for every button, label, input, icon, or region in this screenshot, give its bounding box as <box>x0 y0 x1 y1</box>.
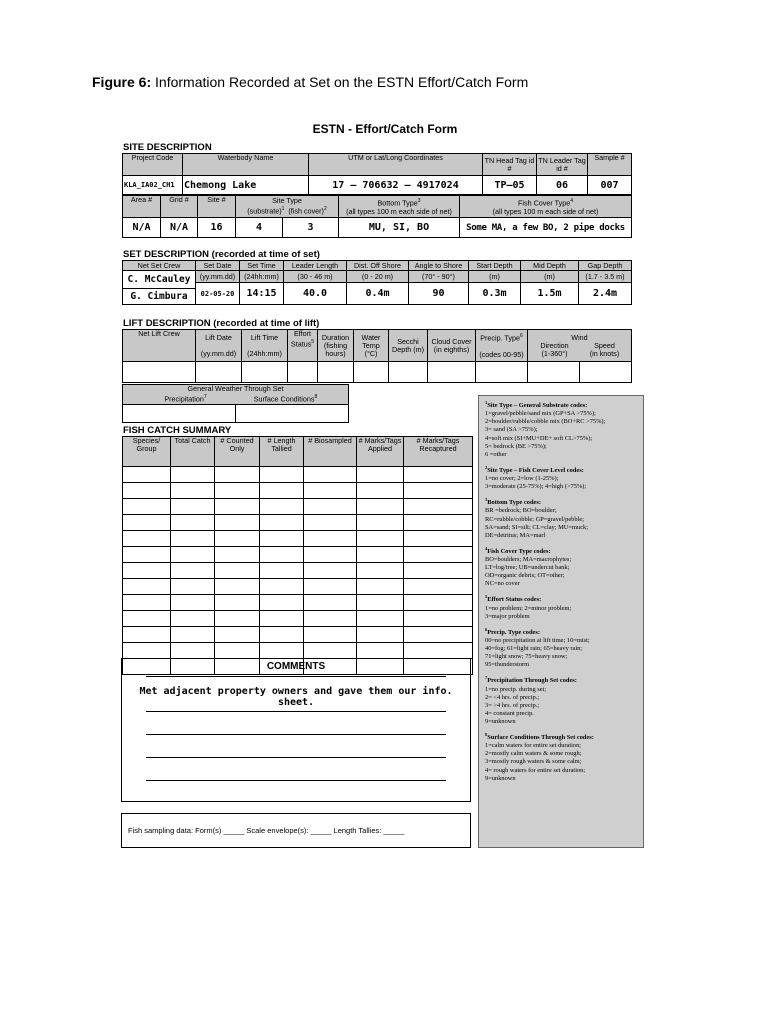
legend-note-number: 8 <box>485 732 488 738</box>
total-cell[interactable] <box>171 643 215 659</box>
species-cell[interactable] <box>123 563 171 579</box>
legend-note-number: 4 <box>485 545 488 551</box>
secchi-depth-cell[interactable] <box>389 362 428 383</box>
hdr-project-code: Project Code <box>123 154 183 176</box>
counted-cell[interactable] <box>215 611 260 627</box>
legend-note-number: 1 <box>485 400 488 405</box>
counted-cell[interactable] <box>215 499 260 515</box>
recaptured-cell[interactable] <box>404 467 473 483</box>
weather-title: General Weather Through Set <box>187 384 284 394</box>
biosampled-cell[interactable] <box>304 531 357 547</box>
weather-precip-label: Precipitation <box>164 394 204 404</box>
net-lift-crew-cell[interactable] <box>123 362 196 383</box>
comment-line-5 <box>146 780 446 781</box>
legend-title-text: Surface Conditions Through Set codes: <box>487 734 594 742</box>
grid-num-value[interactable]: N/A <box>161 218 198 238</box>
hdr-leader-length: Leader Length <box>284 261 347 271</box>
fish-cover-type-value[interactable]: Some MA, a few BO, 2 pipe docks <box>460 218 632 238</box>
wind-direction-unit: (1-360°) <box>541 348 568 358</box>
fish-cover-type-note: (all types 100 m each side of net) <box>492 206 599 216</box>
site-type-label: Site Type <box>272 196 302 206</box>
legend-line: 2= <4 hrs. of precip.; <box>485 693 540 701</box>
precip-type-label: Precip. Type <box>480 333 521 343</box>
wind-label: Wind <box>571 332 588 342</box>
applied-cell[interactable] <box>357 531 404 547</box>
wind-speed-label: Speed <box>594 340 615 350</box>
site-table-2 <box>122 195 632 238</box>
total-cell[interactable] <box>171 515 215 531</box>
biosampled-cell[interactable] <box>304 611 357 627</box>
biosampled-cell[interactable] <box>304 579 357 595</box>
total-cell[interactable] <box>171 467 215 483</box>
project-code-value[interactable]: KLA_IA02_CH1 <box>123 176 183 195</box>
legend-title-text: Site Type – General Substrate codes: <box>487 402 588 410</box>
biosampled-cell[interactable] <box>304 643 357 659</box>
lift-time-cell[interactable] <box>242 362 288 383</box>
angle-to-shore-value[interactable]: 90 <box>409 283 469 305</box>
site-type-fish-cover: (fish cover) <box>288 206 324 216</box>
hdr-water-temp: Water Temp (°C) <box>354 330 389 362</box>
hdr-fish-cover-type: Fish Cover Type$^4$ (all types 100 m each side of net) <box>460 196 632 218</box>
legend-line: 1=calm waters for entire set duration; <box>485 742 582 750</box>
net-set-crew-2[interactable]: G. Cimbura <box>123 289 196 305</box>
hdr-cloud-cover: Cloud Cover (in eighths) <box>428 330 476 362</box>
unit-set-time: (24hh:mm) <box>240 271 284 283</box>
hdr-effort-status: Effort Status$^5$ <box>288 330 318 362</box>
comment-line-4 <box>146 757 446 758</box>
species-cell[interactable] <box>123 483 171 499</box>
hdr-wind <box>528 330 632 362</box>
legend-line: 4= rough waters for entire set duration; <box>485 766 586 774</box>
comment-line-2 <box>146 711 446 712</box>
figure-label: Figure 6: <box>92 74 152 90</box>
table-row <box>123 499 473 515</box>
species-cell[interactable] <box>123 547 171 563</box>
table-row <box>123 643 473 659</box>
hdr-bottom-type: Bottom Type$^3$ (all types 100 m each side of net) <box>339 196 460 218</box>
lift-date-label: Lift Date <box>205 332 232 342</box>
comments-text[interactable]: Met adjacent property owners and gave them our info. sheet. <box>139 686 453 708</box>
water-temp-cell[interactable] <box>354 362 389 383</box>
length-cell[interactable] <box>260 467 304 483</box>
site-section-title: SITE DESCRIPTION <box>123 142 212 153</box>
applied-cell[interactable] <box>357 483 404 499</box>
legend-line: 1=no cover; 2=low (1-25%); <box>485 475 559 482</box>
legend-title-text: Bottom Type codes: <box>487 499 541 507</box>
legend-line: NC=no cover <box>485 580 520 588</box>
legend-title <box>485 545 639 556</box>
hdr-site-num: Site # <box>198 196 236 218</box>
duration-cell[interactable] <box>318 362 354 383</box>
applied-cell[interactable] <box>357 515 404 531</box>
legend-precip-type <box>485 626 639 670</box>
legend-note-number: 5 <box>485 594 488 600</box>
counted-cell[interactable] <box>215 579 260 595</box>
applied-cell[interactable] <box>357 595 404 611</box>
site-num-value[interactable]: 16 <box>198 218 236 238</box>
legend-line: 4=soft mix (SI+MU+DE+ soft CL>75%); <box>485 434 593 442</box>
hdr-total-catch: Total Catch <box>171 437 215 467</box>
hdr-net-set-crew: Net Set Crew <box>123 261 196 271</box>
counted-cell[interactable] <box>215 643 260 659</box>
legend-line: 3=major problem <box>485 612 530 620</box>
total-cell[interactable] <box>171 579 215 595</box>
counted-cell[interactable] <box>215 515 260 531</box>
precip-type-cell[interactable] <box>476 362 528 383</box>
length-cell[interactable] <box>260 499 304 515</box>
lift-date-unit: (yy.mm.dd) <box>200 348 237 358</box>
gap-depth-value[interactable]: 2.4m <box>579 283 632 305</box>
set-date-value[interactable]: 02-05-20 <box>196 283 240 305</box>
applied-cell[interactable] <box>357 467 404 483</box>
legend-line: 6 =other <box>485 450 507 458</box>
hdr-lift-date <box>196 330 242 362</box>
coordinates-value[interactable]: 17 – 706632 – 4917024 <box>309 176 483 195</box>
legend-note-number: 7 <box>485 675 488 681</box>
legend-title <box>485 731 639 742</box>
hdr-mid-depth: Mid Depth <box>521 261 579 271</box>
figure-caption <box>92 74 528 90</box>
total-cell[interactable] <box>171 483 215 499</box>
applied-cell[interactable] <box>357 611 404 627</box>
codes-legend <box>478 395 644 848</box>
legend-note-number: 2 <box>485 464 488 470</box>
hdr-set-time: Set Time <box>240 261 284 271</box>
length-cell[interactable] <box>260 627 304 643</box>
table-row <box>123 579 473 595</box>
lift-section-title: LIFT DESCRIPTION (recorded at time of lift) <box>123 318 320 329</box>
lift-time-unit: (24hh:mm) <box>247 348 282 358</box>
length-cell[interactable] <box>260 547 304 563</box>
legend-line: 5= bedrock (BE >75%); <box>485 442 547 450</box>
length-cell[interactable] <box>260 611 304 627</box>
wind-direction-cell[interactable] <box>528 362 580 383</box>
tn-leader-value[interactable]: 06 <box>537 176 588 195</box>
legend-line: 3=mostly rough waters & some calm; <box>485 758 582 766</box>
total-cell[interactable] <box>171 499 215 515</box>
counted-cell[interactable] <box>215 627 260 643</box>
table-row <box>123 563 473 579</box>
legend-line: 3= sand (SA >75%); <box>485 426 538 434</box>
comments-box <box>121 658 471 802</box>
table-row <box>123 595 473 611</box>
biosampled-cell[interactable] <box>304 563 357 579</box>
applied-cell[interactable] <box>357 579 404 595</box>
comment-line-3 <box>146 734 446 735</box>
hdr-net-lift-crew: Net Lift Crew <box>123 330 196 362</box>
wind-speed-unit: (in knots) <box>589 348 620 358</box>
recaptured-cell[interactable] <box>404 595 473 611</box>
species-cell[interactable] <box>123 611 171 627</box>
hdr-set-date: Set Date <box>196 261 240 271</box>
hdr-angle-to-shore: Angle to Shore <box>409 261 469 271</box>
hdr-precip-type: Precip. Type$^6$ (codes 00-95) <box>476 330 528 362</box>
legend-title <box>485 496 639 507</box>
legend-title-text: Effort Status codes: <box>487 596 542 604</box>
weather-surface-label: Surface Conditions <box>253 394 315 404</box>
legend-line: SA=sand; SI=silt; CL=clay; MU=muck; <box>485 523 588 531</box>
legend-line: 3=moderate (25-75%); 4=high (>75%); <box>485 483 587 491</box>
bottom-type-label: Bottom Type <box>377 198 418 208</box>
comments-title: COMMENTS <box>266 661 326 672</box>
legend-line: 00=no precipitation at lift time; 10=mist; <box>485 637 590 644</box>
hdr-sample-num: Sample # <box>588 154 632 176</box>
surface-conditions-cell[interactable] <box>236 405 349 423</box>
legend-line: 2=boulder/rubble/cobble mix (BO+RC >75%); <box>485 418 606 426</box>
legend-line: 9=unknown <box>485 717 516 725</box>
sampling-data-box <box>121 813 471 848</box>
hdr-secchi-depth: Secchi Depth (m) <box>389 330 428 362</box>
biosampled-cell[interactable] <box>304 595 357 611</box>
legend-line: 1=gravel/pebble/sand mix (GP+SA >75%); <box>485 410 596 418</box>
bottom-type-value[interactable]: MU, SI, BO <box>339 218 460 238</box>
legend-line: OD=organic debris; OT=other; <box>485 572 565 580</box>
hdr-area-num: Area # <box>123 196 161 218</box>
biosampled-cell[interactable] <box>304 483 357 499</box>
catch-table <box>122 436 473 675</box>
legend-note-number: 6 <box>485 626 488 632</box>
legend-bottom-type <box>485 496 639 540</box>
unit-mid-depth: (m) <box>521 271 579 283</box>
legend-line: LT=log/tree; UB=undercut bank; <box>485 564 570 572</box>
fish-cover-value[interactable]: 3 <box>283 218 339 238</box>
species-cell[interactable] <box>123 499 171 515</box>
length-cell[interactable] <box>260 579 304 595</box>
length-cell[interactable] <box>260 531 304 547</box>
total-cell[interactable] <box>171 531 215 547</box>
applied-cell[interactable] <box>357 547 404 563</box>
effort-status-cell[interactable] <box>288 362 318 383</box>
legend-effort-status <box>485 593 639 620</box>
area-num-value[interactable]: N/A <box>123 218 161 238</box>
biosampled-cell[interactable] <box>304 627 357 643</box>
table-row <box>123 627 473 643</box>
legend-surface-conditions <box>485 731 639 783</box>
lift-date-cell[interactable] <box>196 362 242 383</box>
legend-line: 1=no problem; 2=minor problem; <box>485 604 572 612</box>
length-cell[interactable] <box>260 643 304 659</box>
table-row <box>123 611 473 627</box>
recaptured-cell[interactable] <box>404 515 473 531</box>
length-cell[interactable] <box>260 563 304 579</box>
mid-depth-value[interactable]: 1.5m <box>521 283 579 305</box>
legend-line: BR =bedrock; BO=boulder; <box>485 507 557 515</box>
set-table <box>122 260 632 305</box>
sampling-data-text: Fish sampling data: Form(s) _____ Scale envelope(s): _____ Length Tallies: _____ <box>128 826 405 835</box>
legend-site-type-cover <box>485 464 639 491</box>
weather-surface-hdr: Surface Conditions$^8$ <box>253 394 318 404</box>
species-cell[interactable] <box>123 531 171 547</box>
hdr-tn-leader: TN Leader Tag id # <box>537 154 588 176</box>
unit-angle-to-shore: (70° - 90°) <box>409 271 469 283</box>
applied-cell[interactable] <box>357 643 404 659</box>
counted-cell[interactable] <box>215 547 260 563</box>
legend-title-text: Precip. Type codes: <box>487 628 540 636</box>
applied-cell[interactable] <box>357 627 404 643</box>
weather-precip-hdr: Precipitation$^7$ <box>164 394 207 404</box>
fish-cover-type-label: Fish Cover Type <box>518 198 571 208</box>
total-cell[interactable] <box>171 563 215 579</box>
total-cell[interactable] <box>171 611 215 627</box>
comment-line-1 <box>146 676 446 677</box>
hdr-site-type: Site Type (substrate)$^1$ (fish cover)$^2$ <box>236 196 339 218</box>
hdr-waterbody-name: Waterbody Name <box>183 154 309 176</box>
species-cell[interactable] <box>123 467 171 483</box>
hdr-gap-depth: Gap Depth <box>579 261 632 271</box>
length-cell[interactable] <box>260 483 304 499</box>
recaptured-cell[interactable] <box>404 611 473 627</box>
leader-length-value[interactable]: 40.0 <box>284 283 347 305</box>
hdr-biosampled: # Biosampled <box>304 437 357 467</box>
unit-dist-off-shore: (0 - 20 m) <box>347 271 409 283</box>
unit-gap-depth: (1.7 - 3.5 m) <box>579 271 632 283</box>
legend-title <box>485 464 639 475</box>
hdr-general-weather <box>123 385 349 405</box>
applied-cell[interactable] <box>357 563 404 579</box>
hdr-coordinates: UTM or Lat/Long Coordinates <box>309 154 483 176</box>
bottom-type-note: (all types 100 m each side of net) <box>346 206 452 216</box>
table-row <box>123 483 473 499</box>
counted-cell[interactable] <box>215 531 260 547</box>
substrate-value[interactable]: 4 <box>236 218 283 238</box>
hdr-duration: Duration (fishing hours) <box>318 330 354 362</box>
total-cell[interactable] <box>171 627 215 643</box>
legend-title-text: Site Type – Fish Cover Level codes: <box>487 466 584 474</box>
legend-fish-cover-type <box>485 545 639 589</box>
legend-line: RC=rubble/cobble; GP=gravel/pebble; <box>485 515 584 523</box>
sample-num-value[interactable]: 007 <box>588 176 632 195</box>
recaptured-cell[interactable] <box>404 627 473 643</box>
recaptured-cell[interactable] <box>404 483 473 499</box>
legend-site-type-substrate <box>485 399 639 459</box>
effort-status-label: Effort Status <box>290 329 312 349</box>
cloud-cover-cell[interactable] <box>428 362 476 383</box>
legend-title <box>485 593 639 604</box>
recaptured-cell[interactable] <box>404 547 473 563</box>
hdr-tags-recaptured: # Marks/Tags Recaptured <box>404 437 473 467</box>
hdr-start-depth: Start Depth <box>469 261 521 271</box>
species-cell[interactable] <box>123 579 171 595</box>
counted-cell[interactable] <box>215 467 260 483</box>
legend-title-text: Fish Cover Type codes: <box>487 547 551 555</box>
legend-line: 4= constant precip. <box>485 709 534 717</box>
recaptured-cell[interactable] <box>404 531 473 547</box>
legend-title <box>485 626 639 637</box>
hdr-counted-only: # Counted Only <box>215 437 260 467</box>
site-table-1 <box>122 153 632 195</box>
legend-precip-through-set <box>485 674 639 726</box>
legend-note-number: 3 <box>485 497 488 503</box>
waterbody-name-value[interactable]: Chemong Lake <box>183 176 309 195</box>
legend-line: 1=no precip. during set; <box>485 685 547 693</box>
unit-leader-length: (30 - 46 m) <box>284 271 347 283</box>
applied-cell[interactable] <box>357 499 404 515</box>
legend-line: 3= >4 hrs. of precip.; <box>485 701 540 709</box>
start-depth-value[interactable]: 0.3m <box>469 283 521 305</box>
counted-cell[interactable] <box>215 595 260 611</box>
biosampled-cell[interactable] <box>304 499 357 515</box>
species-cell[interactable] <box>123 643 171 659</box>
precipitation-cell[interactable] <box>123 405 236 423</box>
biosampled-cell[interactable] <box>304 547 357 563</box>
set-section-title: SET DESCRIPTION (recorded at time of set) <box>123 249 320 260</box>
legend-line: DE=detritus; MA=marl <box>485 531 546 539</box>
unit-start-depth: (m) <box>469 271 521 283</box>
counted-cell[interactable] <box>215 483 260 499</box>
figure-caption-text: Information Recorded at Set on the ESTN Effort/Catch Form <box>155 74 529 90</box>
catch-section-title: FISH CATCH SUMMARY <box>123 425 232 436</box>
tn-head-value[interactable]: TP–05 <box>483 176 537 195</box>
recaptured-cell[interactable] <box>404 563 473 579</box>
recaptured-cell[interactable] <box>404 499 473 515</box>
table-row <box>123 467 473 483</box>
biosampled-cell[interactable] <box>304 467 357 483</box>
lift-table <box>122 329 632 383</box>
table-row <box>123 515 473 531</box>
unit-set-date: (yy.mm.dd) <box>196 271 240 283</box>
species-cell[interactable] <box>123 595 171 611</box>
legend-line: 2=mostly calm waters & some rough; <box>485 750 582 758</box>
set-time-value[interactable]: 14:15 <box>240 283 284 305</box>
legend-title-text: Precipitation Through Set codes: <box>487 677 577 685</box>
total-cell[interactable] <box>171 595 215 611</box>
legend-line: 9=unknown <box>485 774 516 782</box>
precip-codes: (codes 00-95) <box>479 349 524 359</box>
catch-rows <box>123 467 473 675</box>
legend-line: 71=light snow; 75=heavy snow; <box>485 653 568 661</box>
hdr-grid-num: Grid # <box>161 196 198 218</box>
form-title: ESTN - Effort/Catch Form <box>312 122 458 136</box>
total-cell[interactable] <box>171 547 215 563</box>
table-row <box>123 547 473 563</box>
dist-off-shore-value[interactable]: 0.4m <box>347 283 409 305</box>
biosampled-cell[interactable] <box>304 515 357 531</box>
legend-line: 95=thunderstorm <box>485 661 530 669</box>
legend-line: BO=boulders; MA=macrophytes; <box>485 556 572 563</box>
wind-direction-label: Direction <box>540 340 569 350</box>
hdr-species-group: Species/ Group <box>123 437 171 467</box>
legend-title <box>485 399 639 410</box>
length-cell[interactable] <box>260 515 304 531</box>
recaptured-cell[interactable] <box>404 643 473 659</box>
species-cell[interactable] <box>123 627 171 643</box>
weather-table <box>122 384 349 423</box>
hdr-tags-applied: # Marks/Tags Applied <box>357 437 404 467</box>
length-cell[interactable] <box>260 595 304 611</box>
net-set-crew-1[interactable]: C. McCauley <box>123 271 196 289</box>
lift-time-label: Lift Time <box>250 332 279 342</box>
table-row <box>123 531 473 547</box>
species-cell[interactable] <box>123 515 171 531</box>
recaptured-cell[interactable] <box>404 579 473 595</box>
hdr-tn-head: TN Head Tag id # <box>483 154 537 176</box>
legend-line: 40=fog; 61=light rain; 65=heavy rain; <box>485 645 583 653</box>
counted-cell[interactable] <box>215 563 260 579</box>
legend-title <box>485 674 639 685</box>
site-type-substrate: (substrate) <box>247 206 282 216</box>
wind-speed-cell[interactable] <box>580 362 632 383</box>
hdr-lift-time <box>242 330 288 362</box>
hdr-length-tallied: # Length Tallied <box>260 437 304 467</box>
hdr-dist-off-shore: Dist. Off Shore <box>347 261 409 271</box>
